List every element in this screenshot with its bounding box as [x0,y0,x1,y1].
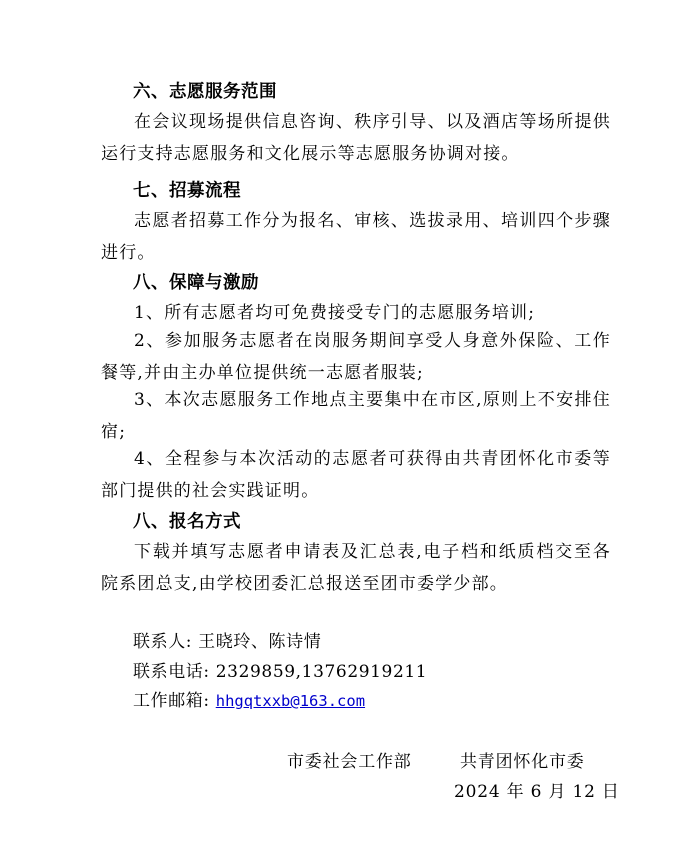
section-paragraph-recruitment-process: 志愿者招募工作分为报名、审核、选拔录用、培训四个步骤进行。 [101,211,611,263]
section-heading-recruitment-process: 七、招募流程 [133,181,241,201]
section-heading-registration: 八、报名方式 [133,512,241,532]
signature-date: 2024 年 6 月 12 日 [454,782,620,802]
signature-org-youth-league: 共青团怀化市委 [460,752,585,772]
section-heading-scope: 六、志愿服务范围 [133,82,277,102]
section-paragraph-registration: 下载并填写志愿者申请表及汇总表,电子档和纸质档交至各院系团总支,由学校团委汇总报送至团市委学少部。 [101,542,611,594]
email-link[interactable]: hhgqtxxb@163.com [215,692,366,710]
guarantee-item-2: 2、参加服务志愿者在岗服务期间享受人身意外保险、工作餐等,并由主办单位提供统一志愿者服装; [101,331,611,383]
contact-person-line [133,627,321,652]
contact-phone-value: 2329859,13762919211 [215,662,428,682]
contact-phone-label: 联系电话: [133,662,210,682]
contact-phone-line [133,657,427,682]
section-paragraph-scope: 在会议现场提供信息咨询、秩序引导、以及酒店等场所提供运行支持志愿服务和文化展示等志愿服务协调对接。 [101,112,611,164]
guarantee-item-4: 4、全程参与本次活动的志愿者可获得由共青团怀化市委等部门提供的社会实践证明。 [101,449,611,501]
guarantee-item-1: 1、所有志愿者均可免费接受专门的志愿服务培训; [134,303,536,323]
signature-org-social-work: 市委社会工作部 [287,752,412,772]
contact-email-line [133,686,365,711]
contact-email-label: 工作邮箱: [133,691,210,711]
section-heading-guarantee: 八、保障与激励 [133,273,259,293]
contact-person-value: 王晓玲、陈诗情 [198,632,322,652]
contact-person-label: 联系人: [133,632,193,652]
guarantee-item-3: 3、本次志愿服务工作地点主要集中在市区,原则上不安排住宿; [101,390,611,442]
